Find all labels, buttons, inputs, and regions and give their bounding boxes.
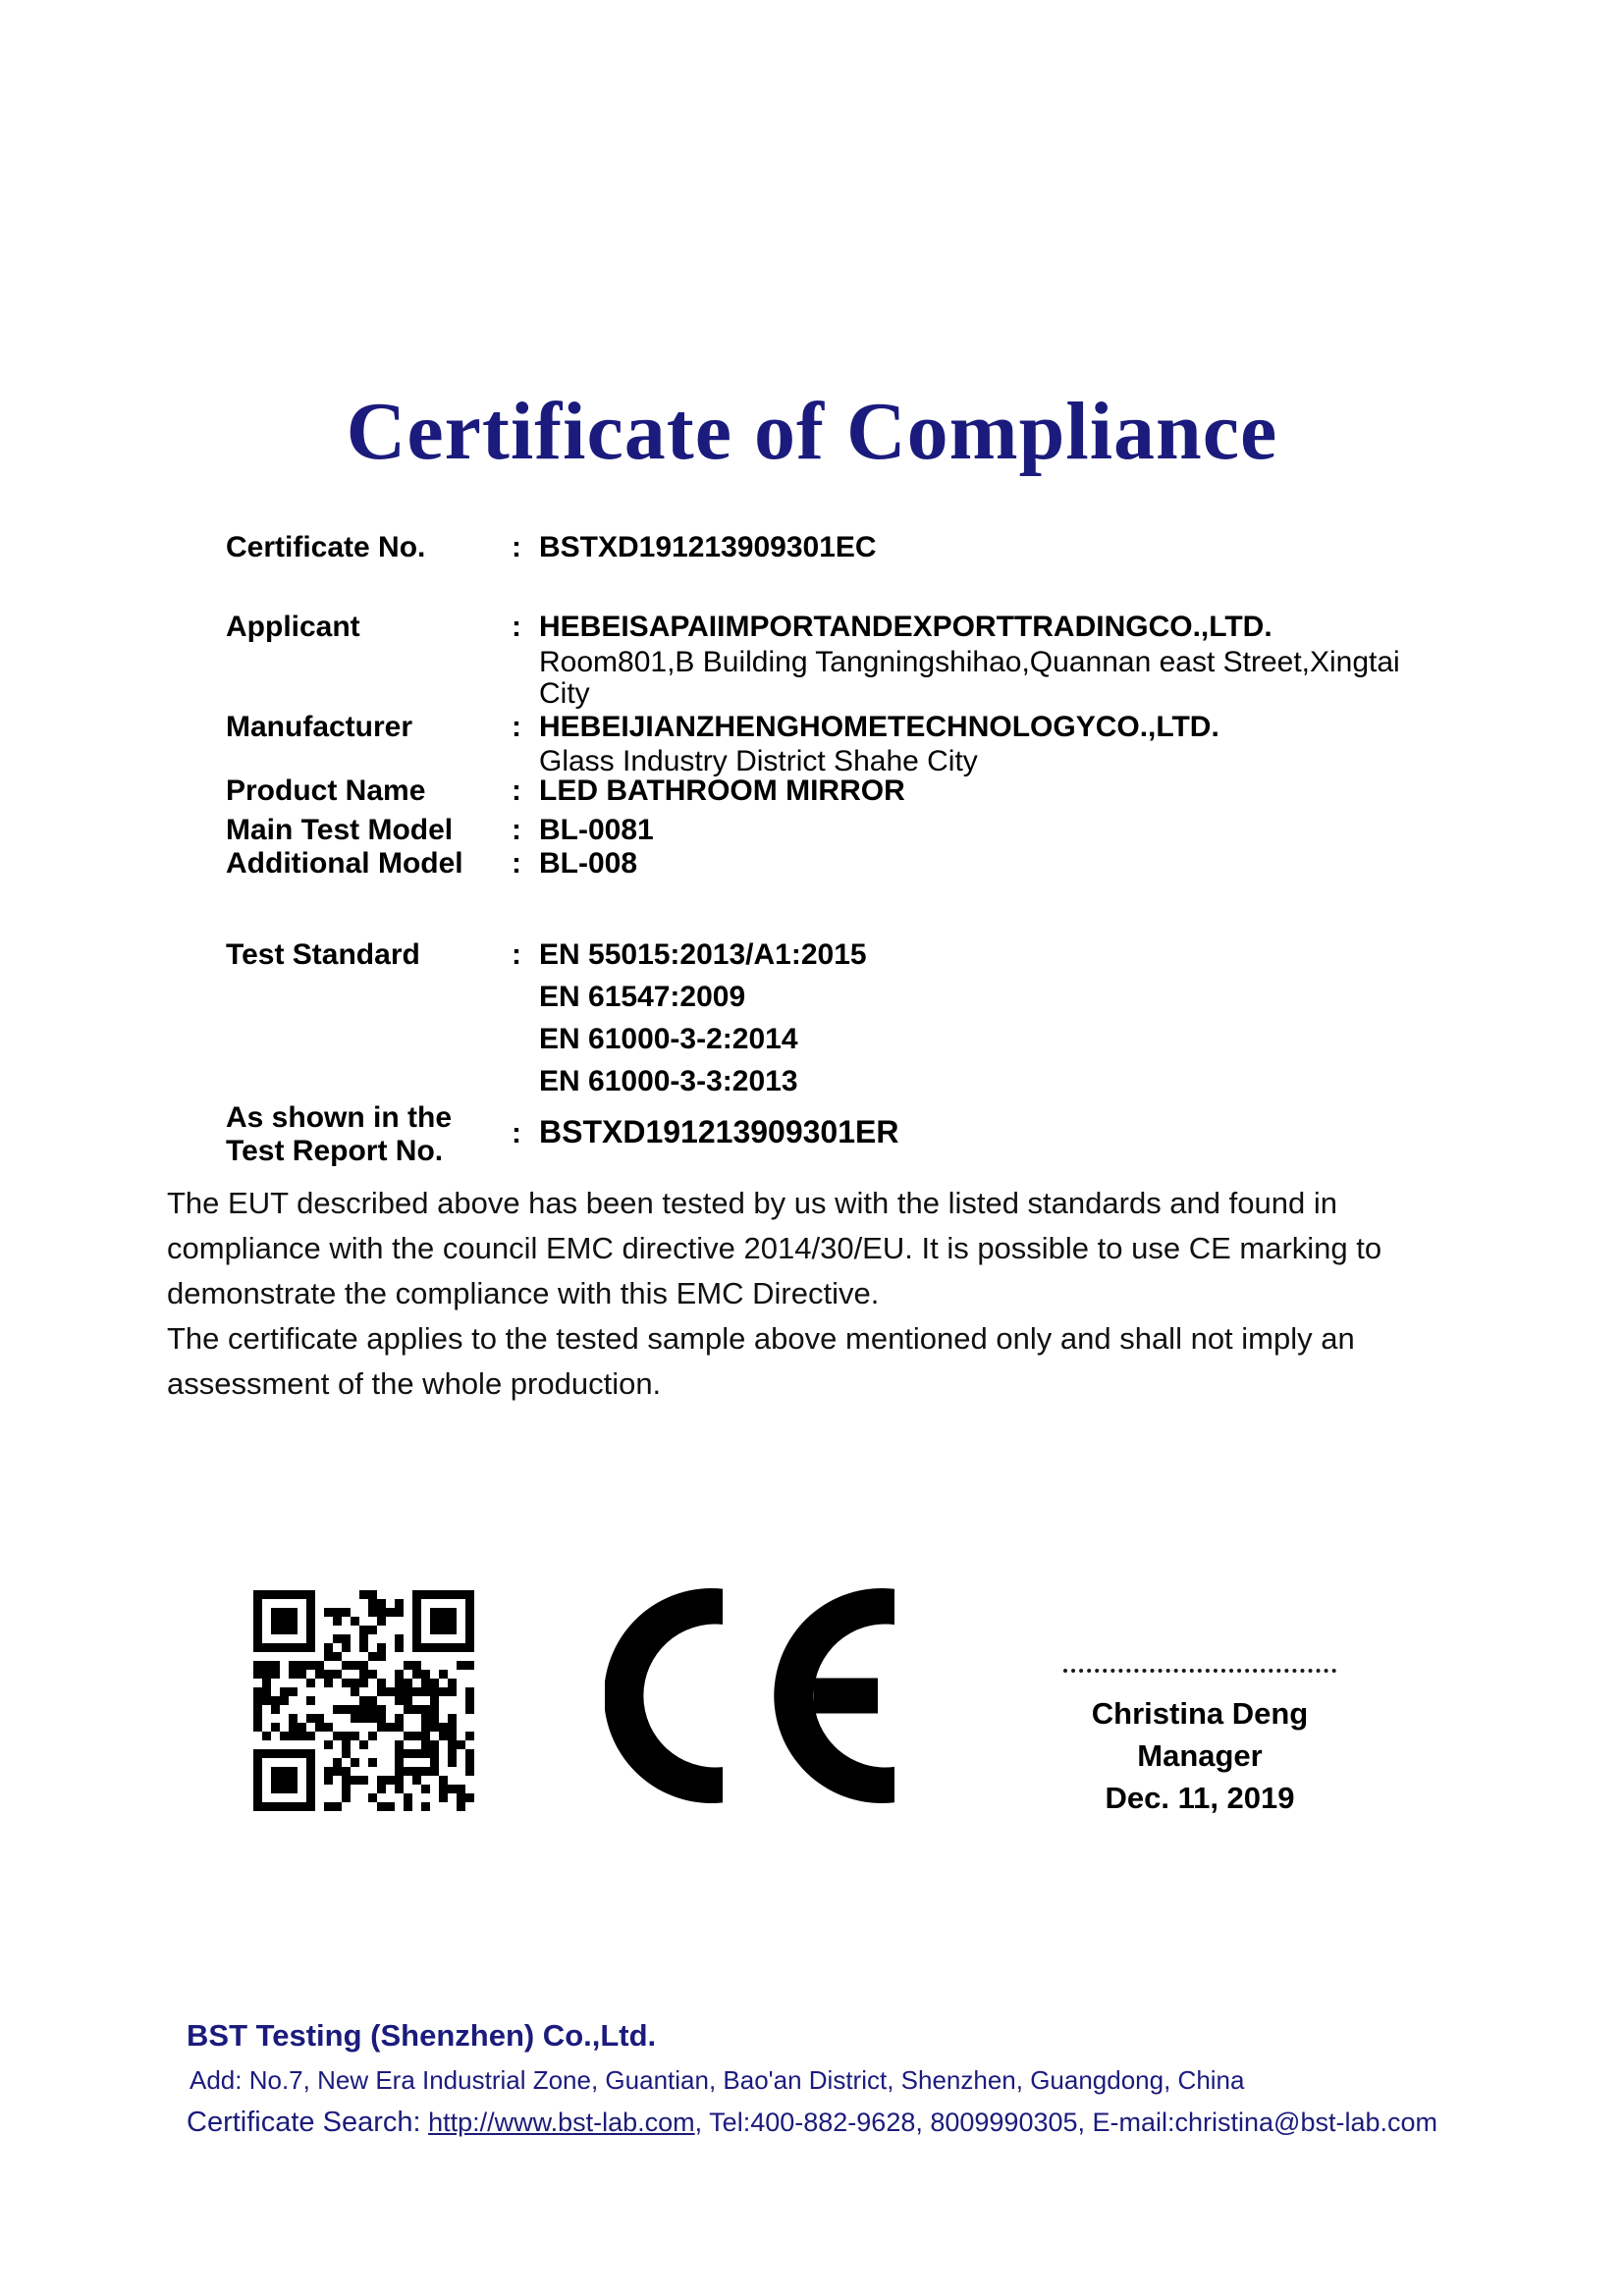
colon-separator (512, 847, 539, 881)
certificate-search-label: Certificate Search: (187, 2107, 421, 2138)
certificate-search-line (187, 2107, 1437, 2139)
field-label (226, 1101, 512, 1168)
colon-separator (512, 814, 539, 847)
field-test-standard (226, 938, 867, 972)
colon-separator (512, 711, 539, 744)
field-value: BSTXD191213909301ER (539, 1114, 899, 1149)
signer-title: Manager (1137, 1738, 1263, 1773)
statement-text (167, 1181, 1473, 1407)
colon-separator (512, 611, 539, 644)
field-label: Certificate No. (226, 531, 426, 563)
field-value: BL-008 (539, 847, 638, 880)
certificate-search-link[interactable]: http://www.bst-lab.com (428, 2108, 695, 2137)
colon-separator (512, 531, 539, 564)
signer-name: Christina Deng (1091, 1696, 1309, 1731)
applicant-address-line2: City (539, 677, 590, 710)
page-title: Certificate of Compliance (346, 386, 1278, 477)
field-value: HEBEIJIANZHENGHOMETECHNOLOGYCO.,LTD. (539, 711, 1219, 743)
test-standard-line: EN 61000-3-2:2014 (539, 1023, 798, 1055)
field-label-line2: Test Report No. (226, 1135, 444, 1167)
signature-line (1063, 1669, 1336, 1673)
colon-separator (512, 938, 539, 972)
field-applicant (226, 611, 1272, 644)
field-additional-model (226, 847, 637, 881)
test-standard-line: EN 55015:2013/A1:2015 (539, 938, 867, 971)
field-manufacturer (226, 711, 1219, 744)
manufacturer-address: Glass Industry District Shahe City (539, 745, 978, 777)
field-value: BSTXD191213909301EC (539, 531, 877, 563)
colon-separator (512, 1117, 539, 1150)
qr-code-image (253, 1590, 474, 1811)
colon-separator (512, 774, 539, 808)
field-label: Product Name (226, 774, 426, 807)
field-value: BL-0081 (539, 814, 654, 846)
field-product-name (226, 774, 905, 808)
statement-paragraph-2: The certificate applies to the tested sample above mentioned only and shall not imply an assessment of the whole production. (167, 1321, 1355, 1401)
issuer-company-name: BST Testing (Shenzhen) Co.,Ltd. (187, 2018, 657, 2053)
field-label: Manufacturer (226, 711, 413, 743)
field-label: Main Test Model (226, 814, 454, 846)
field-main-test-model (226, 814, 654, 847)
field-label: Test Standard (226, 938, 420, 971)
field-label: Applicant (226, 611, 360, 643)
field-test-report-no (226, 1101, 898, 1168)
field-certificate-no (226, 531, 877, 564)
issuer-address: Add: No.7, New Era Industrial Zone, Guantian, Bao'an District, Shenzhen, Guangdong, China (189, 2065, 1245, 2095)
field-value: LED BATHROOM MIRROR (539, 774, 905, 807)
ce-mark-icon (605, 1588, 897, 1803)
qr-code (253, 1590, 474, 1811)
test-standard-line: EN 61547:2009 (539, 981, 746, 1013)
test-standard-line: EN 61000-3-3:2013 (539, 1065, 798, 1097)
signature-date: Dec. 11, 2019 (1105, 1781, 1295, 1815)
applicant-address-line1: Room801,B Building Tangningshihao,Quannan east Street,Xingtai (539, 646, 1400, 678)
field-value: HEBEISAPAIIMPORTANDEXPORTTRADINGCO.,LTD. (539, 611, 1272, 643)
ce-mark-image (605, 1588, 897, 1803)
statement-paragraph-1: The EUT described above has been tested by us with the listed standards and found in compliance with the council EMC directive 2014/30/EU. It is possible to use CE marking to demonstrate the compliance with this EMC Directive. (167, 1186, 1382, 1310)
signature-block (1063, 1669, 1336, 1819)
field-label-line1: As shown in the (226, 1101, 453, 1134)
issuer-contact-info: , Tel:400-882-9628, 8009990305, E-mail:christina@bst-lab.com (694, 2108, 1438, 2137)
field-label: Additional Model (226, 847, 463, 880)
